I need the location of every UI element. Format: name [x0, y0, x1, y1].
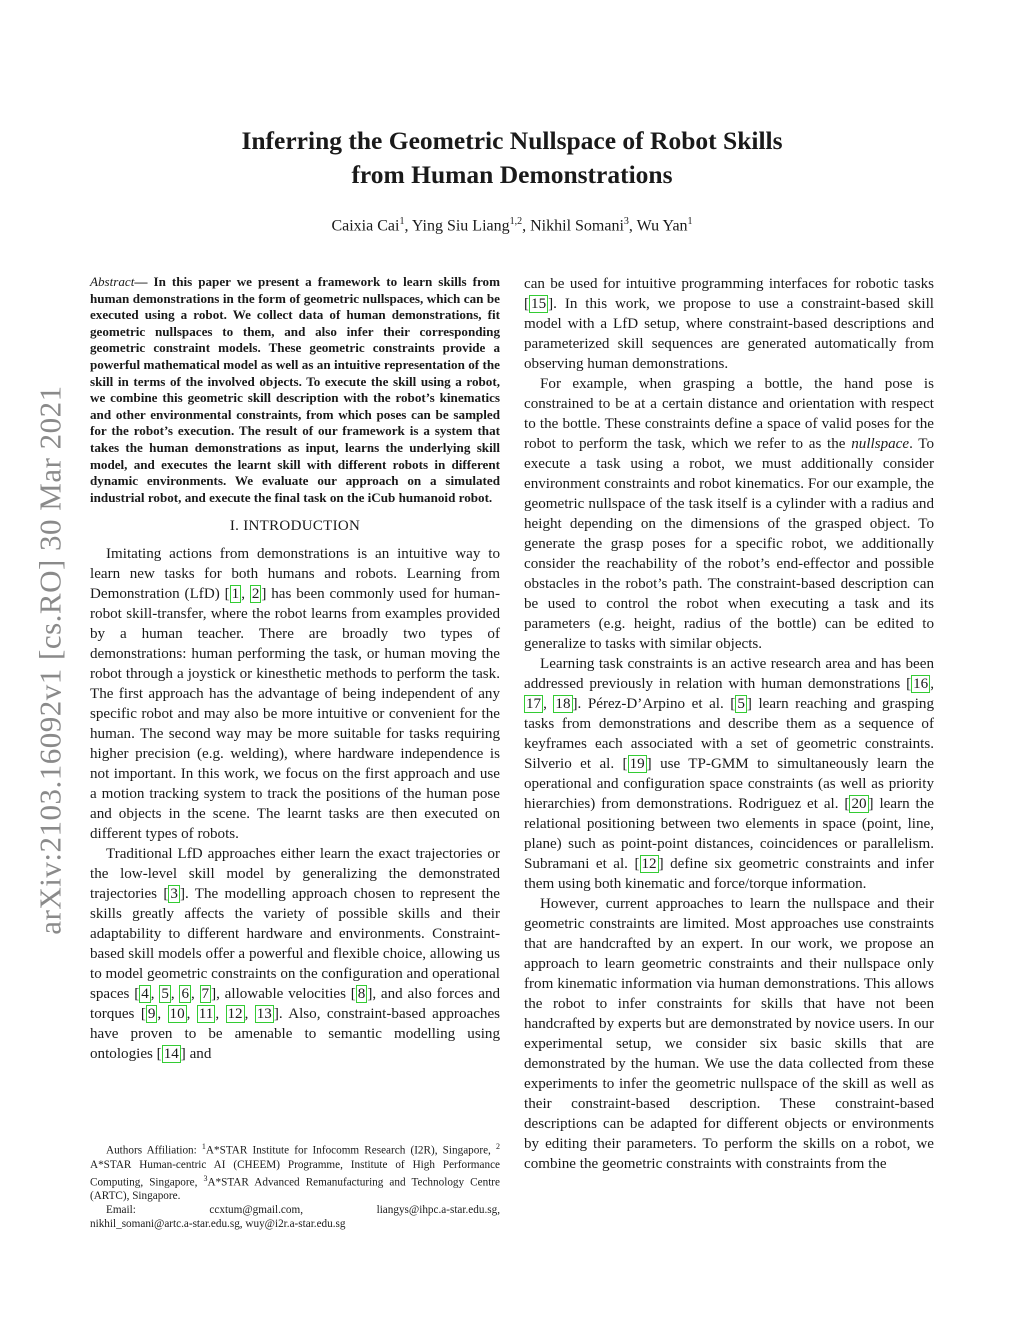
paragraph-text: , allowable velocities — [216, 986, 351, 1003]
paragraph-text: . The modelling approach chosen to represent the skills greatly affects the variety of possible skills and their adaptability to different hardware and environments. Constraint-based skill models offer a powerful and flexible choice, allowing us to model geometric constraints on the configuration and operational spaces — [90, 886, 500, 1003]
section-numeral: I. — [229, 518, 244, 535]
affiliation-3: A*STAR Advanced Remanufacturing and Technology Centre (ARTC), Singapore. — [90, 1176, 500, 1203]
paragraph — [524, 654, 934, 894]
author-list — [150, 216, 874, 235]
citation-link[interactable]: 5 — [161, 986, 169, 1003]
paragraph-text: . In this work, we propose to use a constraint-based skill model with a LfD setup, where constraint-based descriptions and parameterized skill sequences are generated automatically from observing human demonstrations. — [524, 296, 934, 372]
paragraph-text: [ — [156, 1046, 162, 1063]
citation-link[interactable]: 6 — [181, 986, 189, 1003]
affiliation-mark-1: 1 — [201, 1142, 206, 1151]
paragraph-text: ] — [273, 1006, 279, 1023]
paragraph-text: can be used for intuitive programming interfaces for robotic tasks — [524, 276, 934, 292]
paragraph-text: use TP-GMM to simultaneously learn the operational and configuration space constraints (as well as priority hierarchies) from demonstrations. Rodriguez et al. — [524, 756, 934, 812]
paragraph-text: , — [241, 586, 250, 603]
citation-link[interactable]: 5 — [737, 696, 745, 712]
paragraph-text: [ — [224, 586, 230, 603]
author-separator: , — [522, 217, 531, 235]
paragraph-text: ] — [261, 586, 267, 603]
citation-link[interactable]: 15 — [531, 296, 547, 312]
paragraph — [524, 374, 934, 654]
paragraph-text: Learning task constraints is an active research area and has been addressed previously in relation with human demonstrations — [524, 656, 934, 692]
paragraph-text: [ — [730, 696, 736, 712]
paragraph-text: ] — [572, 696, 578, 712]
paragraph-text: , — [190, 986, 200, 1003]
citation-link[interactable]: 12 — [641, 856, 657, 872]
paragraph-text: However, current approaches to learn the nullspace and their geometric constraints are limited. Most approaches use constraints that are handcrafted by an expert. In our work, we propose an approach to learn geometric constraints and their nullspace only from kinematic information via human demonstrations. This allows the robot to infer constraints for skills that have not been handcrafted by experts but are demonstrated by novice users. In our experimental setup, we consider six basic skills that are demonstrated by the human. We use the data collected from these experiments to infer the geometric nullspace of the skill as well as their constraint-based description. These constraint-based descriptions can be adapted for different objects or environments by editing their parameters. To perform the skills on a robot, we combine the geometric constraints with constraints from the — [524, 896, 934, 1172]
author-name: Wu Yan — [636, 217, 688, 235]
citation-link[interactable]: 17 — [526, 696, 542, 712]
abstract — [90, 274, 500, 506]
section-first-letter: I — [243, 518, 249, 535]
paragraph-text: [ — [844, 796, 850, 812]
paragraph-text: . Pérez-D’Arpino et al. — [577, 696, 731, 712]
citation-link[interactable]: 10 — [169, 1006, 185, 1023]
paragraph-text: . To execute a task using a robot, we must additionally consider environment constraints and robot kinematics. For our example, the geometric nullspace of the task itself is a cylinder with a radius and height depending on the dimensions of the grasped object. To generate the grasp poses for a specific robot, we additionally consider the reachability of the robot’s end-effector and possible obstacles in the robot’s path. The constraint-based description can be used to control the robot when executing a task and its parameters (e.g. height, radius of the bottle) can be edited to generalize to tasks with similar objects. — [524, 436, 934, 652]
paragraph-text: ] — [746, 696, 752, 712]
paragraph-text: [ — [524, 296, 530, 312]
author-separator: , — [628, 217, 637, 235]
email-address[interactable]: liangys@ihpc.a-star.edu.sg, — [376, 1204, 500, 1217]
citation-link[interactable]: 13 — [256, 1006, 272, 1023]
citation-link[interactable]: 16 — [913, 676, 929, 692]
paragraph-text: [ — [163, 886, 169, 903]
paragraph-text: and — [185, 1046, 212, 1063]
title-line-2: from Human Demonstrations — [351, 160, 673, 189]
affiliation-mark-2: 2 — [496, 1142, 501, 1151]
paragraph-text: [ — [906, 676, 912, 692]
paper-title — [150, 124, 874, 192]
paragraph-text: Traditional LfD approaches either learn the exact trajectories or the low-level skill model by generalizing the demonstrated trajectories — [90, 846, 500, 903]
paragraph — [90, 844, 500, 1064]
paragraph-text: ] — [658, 856, 664, 872]
paragraph-text: , — [170, 986, 180, 1003]
author-separator: , — [404, 217, 412, 235]
paragraph-text: ] — [211, 986, 217, 1003]
emphasized-term: nullspace — [851, 436, 910, 452]
paragraph-text: [ — [134, 986, 140, 1003]
paragraph-text: [ — [622, 756, 628, 772]
abstract-text: In this paper we present a framework to learn skills from human demonstrations in the form of geometric nullspaces, which can be executed using a robot. We collect data of human demonstrations, fit geometric nullspaces to them, and also infer their corresponding geometric constraint models. These geometric constraints provide a powerful mathematical model as well as an intuitive representation of the skill in terms of the involved objects. To execute the skill using a robot, we combine this geometric skill description with the robot’s kinematics and other environmental constraints, from which poses can be sampled for the robot’s execution. The result of our framework is a system that takes the human demonstrations as input, learns the underlying skill model, and executes the learnt skill with different robots in different dynamic environments. We evaluate our approach on a simulated industrial robot, and execute the final task on the iCub humanoid robot. — [90, 274, 500, 505]
paragraph-text: , — [543, 696, 554, 712]
paragraph-text: , — [244, 1006, 255, 1023]
paragraph-text: ] — [646, 756, 652, 772]
citation-link[interactable]: 20 — [851, 796, 867, 812]
paragraph-text: define six geometric constraints and infer them using both kinematic and force/torque information. — [524, 856, 934, 892]
paragraph-text: ] — [548, 296, 554, 312]
paragraph — [524, 274, 934, 374]
author-name: Caixia Cai — [331, 217, 400, 235]
affiliation-footnote — [90, 1140, 500, 1231]
citation-link[interactable]: 19 — [629, 756, 645, 772]
author-affiliation-mark: 1 — [399, 216, 405, 227]
affiliation-1: A*STAR Institute for Infocomm Research (I2R), Singapore, — [205, 1144, 497, 1157]
affiliation-2: A*STAR Human-centric AI (CHEEM) Programme, Institute of High Performance Computing, Singapore, — [90, 1158, 500, 1189]
affiliation-mark-3: 3 — [203, 1173, 208, 1183]
paragraph-text: Imitating actions from demonstrations is an intuitive way to learn new tasks for both humans and robots. Learning from Demonstration (LfD) — [90, 546, 500, 603]
citation-link[interactable]: 2 — [251, 586, 260, 603]
citation-link[interactable]: 3 — [170, 886, 178, 903]
paragraph-text: [ — [140, 1006, 146, 1023]
paragraph-text: , — [186, 1006, 197, 1023]
citation-link[interactable]: 7 — [201, 986, 210, 1003]
email-label: Email: — [106, 1204, 136, 1217]
paragraph-text: [ — [350, 986, 356, 1003]
author-affiliation-mark: 1 — [687, 216, 693, 227]
citation-link[interactable]: 12 — [227, 1006, 243, 1023]
paragraph-text: ] — [367, 986, 373, 1003]
author-name: Nikhil Somani — [530, 217, 624, 235]
citation-link[interactable]: 1 — [231, 586, 240, 603]
paragraph-text: . Also, constraint-based approaches have proven to be amenable to semantic modelling using ontologies — [90, 1006, 501, 1063]
right-column — [524, 274, 934, 1174]
author-affiliation-mark: 1,2 — [509, 216, 523, 227]
email-line-2[interactable]: nikhil_somani@artc.a-star.edu.sg, wuy@i2r.a-star.edu.sg — [90, 1218, 346, 1231]
paragraph-text: learn reaching and grasping tasks from demonstrations and describe them as a sequence of keyframes each associated with a set of geometric constraints. Silverio et al. — [524, 696, 934, 772]
author-name: Ying Siu Liang — [411, 217, 510, 235]
citation-link[interactable]: 11 — [198, 1006, 214, 1023]
paragraph — [524, 894, 934, 1174]
abstract-dash: — — [134, 274, 154, 289]
author-affiliation-mark: 3 — [623, 216, 629, 227]
arxiv-sidebar-stamp — [28, 350, 74, 970]
section-heading-introduction — [90, 516, 500, 536]
paragraph-text: , and also forces and torques — [90, 986, 501, 1023]
paragraph-text: ] — [179, 886, 185, 903]
arxiv-id: arXiv:2103.16092v1 [cs.RO] 30 Mar 2021 — [33, 385, 69, 935]
title-line-1: Inferring the Geometric Nullspace of Robot Skills — [241, 126, 783, 155]
abstract-label: Abstract — [90, 274, 135, 289]
paragraph-text: has been commonly used for human-robot skill-transfer, where the robot learns from examples provided by a human teacher. There are broadly two types of demonstrations: human performing the task, or human moving the robot through a joystick or kinesthetic methods to perform the task. The first approach has the advantage of being independent of any specific robot and may also be more intuitive or convenient for the human. The second way may be more suitable for tasks requiring higher precision (e.g. welding), where hardware independence is not important. In this work, we focus on the first approach and use a motion tracking system to track the positions of the human pose and objects in the scene. The learnt tasks are then executed on different types of robots. — [90, 586, 501, 843]
left-column — [90, 274, 500, 1064]
affiliation-text — [90, 1140, 500, 1203]
paragraph-text: , — [150, 986, 160, 1003]
section-title-rest: NTRODUCTION — [248, 518, 361, 535]
paragraph-text: [ — [634, 856, 640, 872]
email-address[interactable]: ccxtum@gmail.com, — [209, 1204, 303, 1217]
paragraph-text: , — [157, 1006, 168, 1023]
paragraph-text: ] — [868, 796, 874, 812]
citation-link[interactable]: 4 — [141, 986, 149, 1003]
citation-link[interactable]: 8 — [357, 986, 366, 1003]
email-line — [90, 1203, 500, 1217]
paragraph — [90, 544, 500, 844]
paragraph-text: ] — [180, 1046, 186, 1063]
affiliation-label: Authors Affiliation: — [106, 1144, 202, 1157]
citation-link[interactable]: 18 — [555, 696, 571, 712]
citation-link[interactable]: 14 — [163, 1046, 179, 1063]
paragraph-text: learn the relational positioning between two elements in space (point, line, plane) such as point-point distances, coincidences or parallelism. Subramani et al. — [524, 796, 934, 872]
paragraph-text: , — [930, 676, 934, 692]
paragraph-text: For example, when grasping a bottle, the hand pose is constrained to be at a certain distance and orientation with respect to the bottle. These constraints define a space of valid poses for the robot to perform the task, which we refer to as the — [524, 376, 934, 452]
citation-link[interactable]: 9 — [147, 1006, 156, 1023]
paragraph-text: , — [215, 1006, 226, 1023]
